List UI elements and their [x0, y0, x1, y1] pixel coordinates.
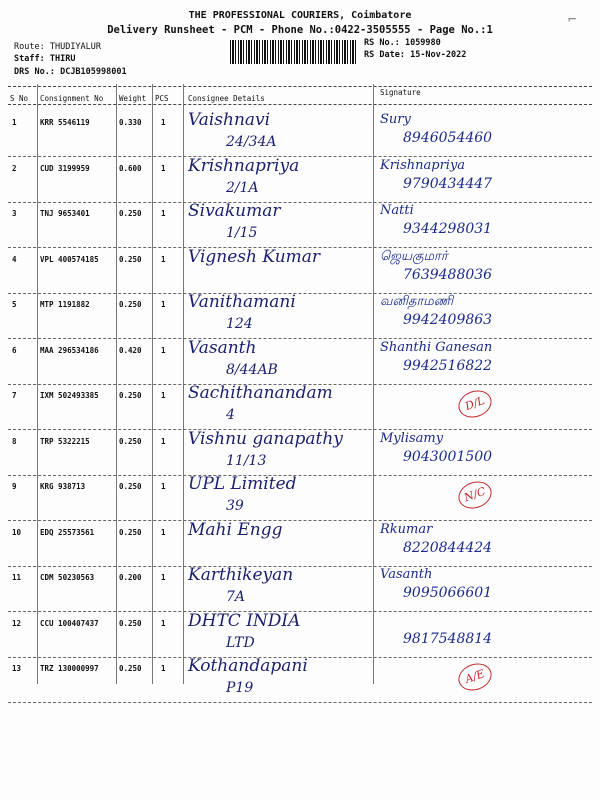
row-weight: 0.250	[119, 527, 142, 537]
table-row	[8, 294, 592, 339]
table-row	[8, 428, 592, 476]
signature-text: Rkumar	[380, 521, 433, 537]
consignee-address: 1/15	[226, 225, 258, 241]
row-weight: 0.250	[119, 391, 142, 400]
consignee-address: 39	[226, 498, 244, 514]
signature-text: Vasanth	[380, 567, 433, 582]
row-pcs: 1	[161, 618, 166, 628]
consignee-address: 2/1A	[226, 179, 259, 196]
drs-line	[14, 67, 127, 77]
consignee-name: Vignesh Kumar	[188, 246, 321, 267]
signature-text: வனிதாமணி	[380, 294, 454, 309]
row-pcs: 1	[161, 664, 166, 673]
receiver-phone: 7639488036	[403, 266, 493, 283]
row-consignment-no: CUD 3199959	[40, 163, 90, 173]
table-row	[8, 246, 592, 294]
header-rule-top	[8, 86, 592, 87]
consignee-address: 8/44AB	[226, 361, 278, 378]
consignee-name: UPL Limited	[188, 474, 297, 494]
col-signature: Signature	[380, 88, 421, 97]
drs-value: DCJB105998001	[60, 67, 127, 77]
staff-value: THIRU	[49, 54, 76, 64]
row-sno: 9	[12, 482, 17, 491]
row-sno: 11	[12, 573, 22, 582]
consignee-address: LTD	[226, 634, 255, 651]
rs-no-line	[364, 38, 441, 48]
row-consignment-no: MAA 296534186	[40, 345, 99, 355]
row-sno: 13	[12, 664, 22, 673]
route-value: THUDIYALUR	[49, 42, 102, 52]
row-weight: 0.250	[119, 482, 142, 491]
row-pcs: 1	[161, 573, 166, 582]
table-row	[8, 476, 592, 521]
corner-mark-icon: ⌐	[568, 12, 577, 28]
consignee-name: Sachithanandam	[188, 383, 333, 403]
receiver-phone: 9790434447	[403, 175, 493, 192]
signature-text: Natti	[380, 203, 414, 218]
row-weight: 0.250	[119, 618, 142, 628]
receiver-phone: 9095066601	[403, 585, 493, 601]
signature-text: Mylisamy	[380, 430, 444, 446]
row-pcs: 1	[161, 345, 166, 355]
row-weight: 0.330	[119, 118, 142, 127]
row-weight: 0.250	[119, 300, 142, 309]
consignee-address: 124	[226, 316, 253, 332]
delivery-status-mark: A/E	[455, 659, 496, 695]
consignee-name: Vanithamani	[188, 292, 296, 312]
consignee-address: 11/13	[226, 452, 267, 469]
row-weight: 0.200	[119, 573, 142, 582]
signature-text: Krishnapriya	[380, 157, 466, 173]
row-sno: 6	[12, 345, 17, 355]
row-sno: 2	[12, 163, 17, 173]
row-pcs: 1	[161, 436, 166, 446]
consignee-name: DHTC INDIA	[188, 610, 301, 631]
route-label: Route:	[14, 42, 45, 52]
rs-date-line	[364, 50, 466, 60]
rs-date-value: 15-Nov-2022	[410, 50, 467, 60]
table-row	[8, 658, 592, 703]
delivery-status-mark: D/L	[455, 386, 496, 422]
consignee-address: 24/34A	[226, 134, 277, 150]
row-consignment-no: VPL 400574185	[40, 254, 99, 264]
row-consignment-no: MTP 1191882	[40, 300, 90, 309]
row-pcs: 1	[161, 391, 166, 400]
row-sno: 5	[12, 300, 17, 309]
row-consignment-no: EDQ 25573561	[40, 527, 95, 537]
row-divider	[8, 702, 592, 703]
runsheet-subtitle: Delivery Runsheet - PCM - Phone No.:0422-3505555 - Page No.:1	[107, 24, 493, 36]
staff-label: Staff:	[14, 54, 45, 64]
consignee-name: Mahi Engg	[188, 519, 283, 540]
company-title: THE PROFESSIONAL COURIERS, Coimbatore	[188, 10, 412, 21]
col-pcs: PCS	[155, 94, 169, 103]
signature-text: Shanthi Ganesan	[380, 339, 493, 355]
signature-text: Sury	[380, 112, 411, 127]
row-consignment-no: KRR 5546119	[40, 118, 90, 127]
row-pcs: 1	[161, 482, 166, 491]
consignee-name: Vaishnavi	[188, 110, 271, 130]
consignee-name: Sivakumar	[188, 201, 281, 221]
delivery-status-mark: N/C	[455, 477, 496, 513]
staff-line	[14, 54, 75, 64]
row-sno: 8	[12, 436, 17, 446]
row-consignment-no: TNJ 9653401	[40, 209, 90, 218]
table-row	[8, 203, 592, 248]
row-consignment-no: IXM 502493385	[40, 391, 99, 400]
row-sno: 3	[12, 209, 17, 218]
row-consignment-no: TRZ 130000997	[40, 664, 99, 673]
rs-no-label: RS No.:	[364, 38, 400, 48]
row-weight: 0.250	[119, 254, 142, 264]
table-row	[8, 337, 592, 385]
row-pcs: 1	[161, 300, 166, 309]
row-weight: 0.250	[119, 209, 142, 218]
row-weight: 0.250	[119, 664, 142, 673]
col-sno: S No	[10, 94, 29, 103]
table-row	[8, 385, 592, 430]
receiver-phone: 9043001500	[403, 448, 493, 465]
consignee-name: Vishnu ganapathy	[188, 428, 343, 449]
consignee-name: Kothandapani	[188, 656, 308, 676]
route-line	[14, 42, 101, 52]
row-consignment-no: TRP 5322215	[40, 436, 90, 446]
col-weight: Weight	[119, 94, 147, 103]
row-pcs: 1	[161, 254, 166, 264]
table-row	[8, 610, 592, 658]
drs-label: DRS No.:	[14, 67, 55, 77]
consignee-address: 7A	[226, 589, 246, 605]
signature-text: ஜெயகுமார்	[380, 248, 448, 264]
row-pcs: 1	[161, 163, 166, 173]
row-sno: 12	[12, 618, 22, 628]
receiver-phone: 9942516822	[403, 357, 493, 374]
row-consignment-no: CCU 100407437	[40, 618, 99, 628]
row-sno: 1	[12, 118, 17, 127]
table-row	[8, 567, 592, 612]
header-rule-bottom	[8, 104, 592, 105]
receiver-phone: 8946054460	[403, 130, 493, 146]
consignee-name: Krishnapriya	[188, 155, 300, 176]
row-sno: 10	[12, 527, 22, 537]
row-pcs: 1	[161, 209, 166, 218]
row-pcs: 1	[161, 118, 166, 127]
col-consignment: Consignment No	[40, 94, 104, 103]
table-row	[8, 155, 592, 203]
row-pcs: 1	[161, 527, 166, 537]
consignee-name: Karthikeyan	[188, 565, 294, 585]
rs-date-label: RS Date:	[364, 50, 405, 60]
receiver-phone: 8220844424	[403, 539, 493, 556]
row-sno: 7	[12, 391, 17, 400]
row-consignment-no: KRG 938713	[40, 482, 86, 491]
consignee-address: 4	[226, 407, 235, 423]
receiver-phone: 9942409863	[403, 312, 493, 328]
rs-no-value: 1059980	[404, 38, 441, 48]
barcode	[230, 40, 358, 64]
consignee-address: P19	[226, 680, 254, 696]
row-weight: 0.250	[119, 436, 142, 446]
row-sno: 4	[12, 254, 17, 264]
row-weight: 0.600	[119, 163, 142, 173]
row-weight: 0.420	[119, 345, 142, 355]
row-consignment-no: CDM 50230563	[40, 573, 95, 582]
table-row	[8, 112, 592, 157]
col-consignee: Consignee Details	[188, 94, 265, 103]
receiver-phone: 9344298031	[403, 221, 493, 237]
receiver-phone: 9817548814	[403, 630, 493, 647]
consignee-name: Vasanth	[188, 337, 257, 358]
table-row	[8, 519, 592, 567]
